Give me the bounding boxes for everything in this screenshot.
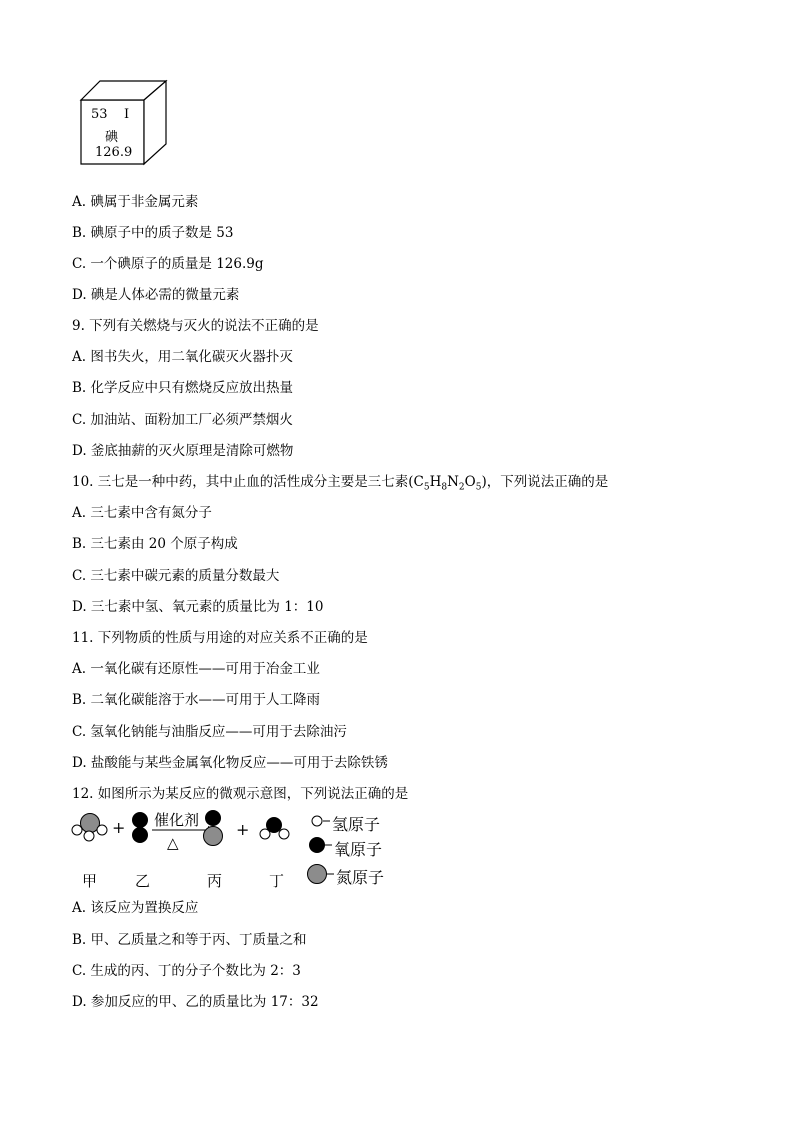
q11-option-c: C. 氢氧化钠能与油脂反应——可用于去除油污 [72, 724, 347, 740]
q8-option-d: D. 碘是人体必需的微量元素 [72, 287, 240, 303]
q12-stem: 12. 如图所示为某反应的微观示意图，下列说法正确的是 [72, 786, 409, 802]
molecule-jia [72, 814, 107, 842]
q9-option-c: C. 加油站、面粉加工厂必须严禁烟火 [72, 412, 293, 428]
q8-option-b: B. 碘原子中的质子数是 53 [72, 225, 234, 241]
molecule-ding [260, 817, 289, 839]
element-name: 碘 [105, 130, 119, 145]
legend-nitrogen-label: 氮原子 [336, 868, 385, 887]
reaction-diagram [68, 806, 408, 892]
q11-option-b: B. 二氧化碳能溶于水——可用于人工降雨 [72, 692, 321, 708]
q10-stem-prefix: 10. 三七是一种中药，其中止血的活性成分主要是三七素(C [72, 474, 424, 490]
q10-sub-1: 5 [423, 482, 430, 493]
q10-option-a: A. 三七素中含有氮分子 [72, 505, 212, 521]
q9-option-a: A. 图书失火，用二氧化碳灭火器扑灭 [72, 349, 293, 365]
q11-option-a: A. 一氧化碳有还原性——可用于冶金工业 [72, 661, 320, 677]
element-symbol: I [124, 107, 130, 122]
catalyst-label: 催化剂 [154, 811, 200, 829]
q10-mid-2: N [447, 474, 459, 490]
q10-stem [72, 474, 608, 496]
legend-nitrogen-symbol [308, 865, 335, 884]
q10-mid-3: O [464, 474, 476, 490]
q8-option-a: A. 碘属于非金属元素 [72, 194, 199, 210]
q12-option-b: B. 甲、乙质量之和等于丙、丁质量之和 [72, 932, 307, 948]
legend-oxygen-label: 氧原子 [334, 840, 383, 859]
q9-option-d: D. 釜底抽薪的灭火原理是清除可燃物 [72, 443, 294, 459]
molecule-yi [132, 812, 148, 843]
role-bing: 丙 [207, 872, 223, 890]
q10-option-b: B. 三七素由 20 个原子构成 [72, 536, 238, 552]
legend-hydrogen-label: 氢原子 [332, 815, 381, 834]
plus-sign-2: + [236, 820, 250, 839]
legend-oxygen-symbol [309, 837, 332, 853]
q8-option-c: C. 一个碘原子的质量是 126.9g [72, 256, 264, 272]
role-jia: 甲 [82, 872, 98, 890]
q9-option-b: B. 化学反应中只有燃烧反应放出热量 [72, 380, 294, 396]
q10-mid-1: H [429, 474, 442, 490]
q10-option-d: D. 三七素中氢、氧元素的质量比为 1：10 [72, 599, 324, 615]
q11-option-d: D. 盐酸能与某些金属氧化物反应——可用于去除铁锈 [72, 755, 388, 771]
q12-option-d: D. 参加反应的甲、乙的质量比为 17：32 [72, 994, 319, 1010]
q10-stem-suffix: )，下列说法正确的是 [481, 474, 609, 490]
element-number: 53 [91, 107, 108, 122]
q12-option-c: C. 生成的丙、丁的分子个数比为 2：3 [72, 963, 301, 979]
q10-sub-4: 5 [475, 482, 482, 493]
role-ding: 丁 [269, 872, 285, 890]
plus-sign-1: + [112, 818, 126, 837]
molecule-bing [204, 810, 223, 846]
element-mass: 126.9 [95, 145, 133, 160]
q9-stem: 9. 下列有关燃烧与灭火的说法不正确的是 [72, 318, 319, 334]
q10-sub-3: 2 [458, 482, 465, 493]
element-card [78, 78, 173, 172]
q10-sub-2: 8 [441, 482, 448, 493]
legend-hydrogen-symbol [312, 816, 330, 826]
q12-option-a: A. 该反应为置换反应 [72, 900, 199, 916]
role-yi: 乙 [135, 872, 151, 890]
heat-symbol: △ [167, 834, 179, 852]
q11-stem: 11. 下列物质的性质与用途的对应关系不正确的是 [72, 630, 368, 646]
q10-option-c: C. 三七素中碳元素的质量分数最大 [72, 568, 280, 584]
